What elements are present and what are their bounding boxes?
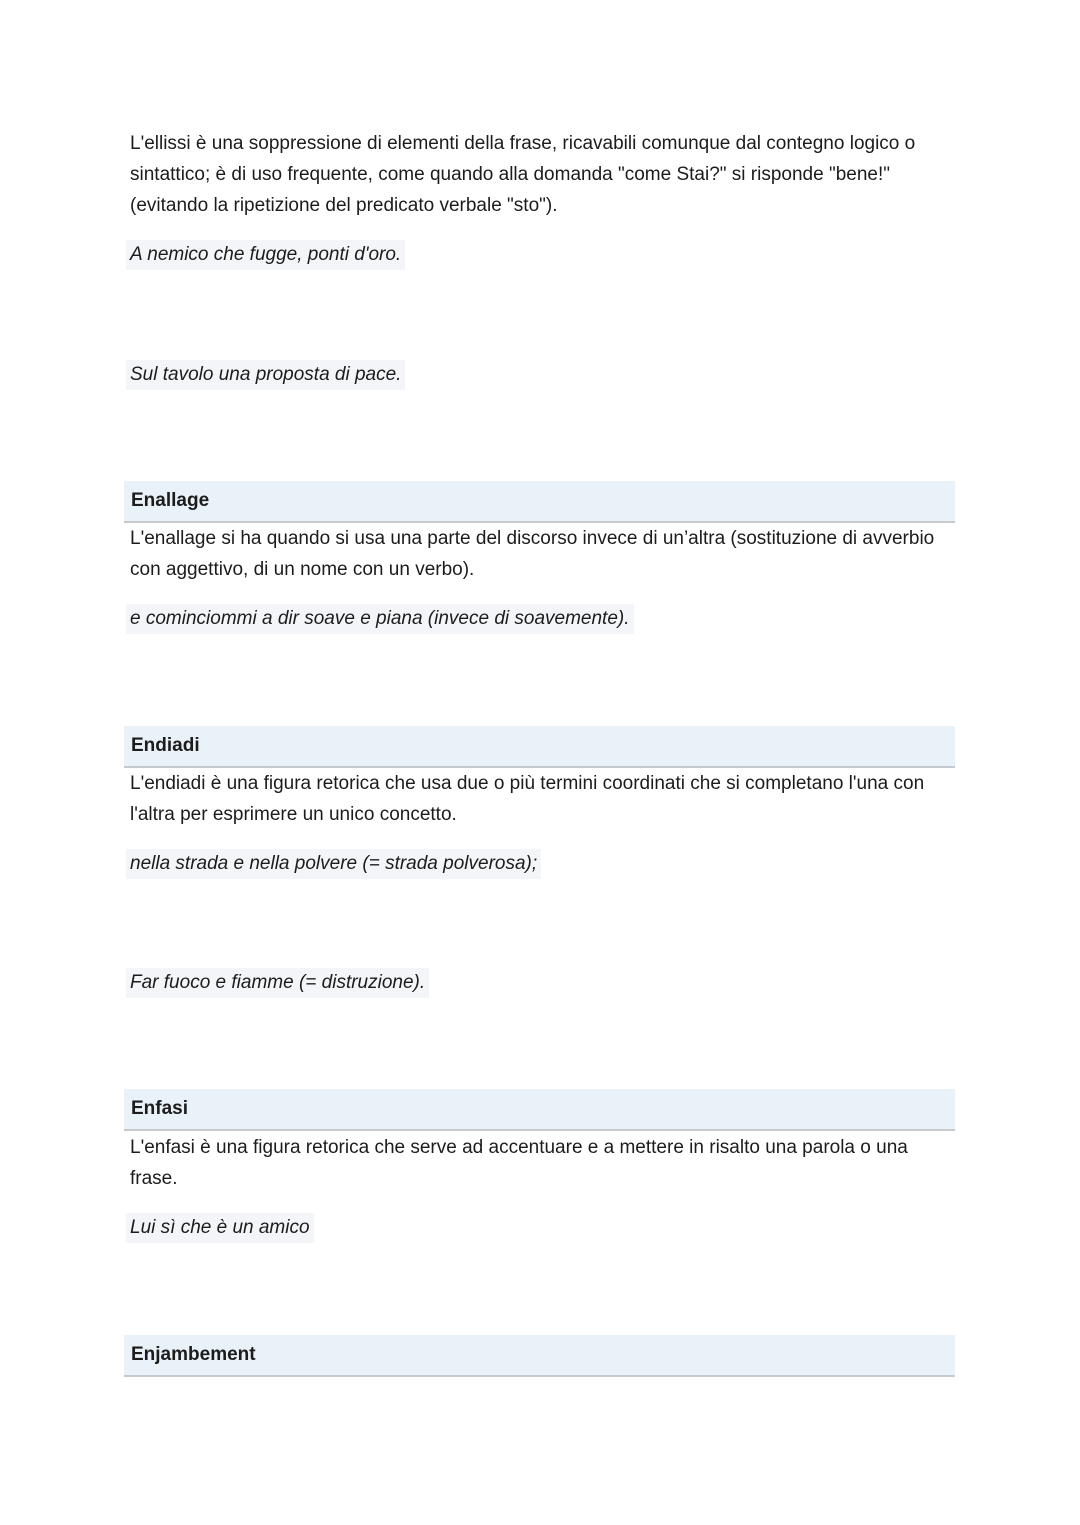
section-title: Enjambement: [131, 1344, 256, 1365]
enallage-definition: L'enallage si ha quando si usa una parte del discorso invece di un’altra (sostituzione di avverbio con aggettivo, di un nome con un verbo).: [130, 528, 935, 580]
ellissi-definition: L'ellissi è una soppressione di elementi della frase, ricavabili comunque dal contegno logico o sintattico; è di uso frequente, come quando alla domanda "come Stai?" si risponde "bene!" (evitando la ripetizione del predicato verbale "sto").: [130, 133, 916, 216]
section-heading-enjambement: [124, 1335, 955, 1377]
ellissi-example-1: A nemico che fugge, ponti d'oro.: [126, 240, 405, 270]
section-title: Enfasi: [131, 1098, 189, 1119]
endiadi-definition: L'endiadi è una figura retorica che usa due o più termini coordinati che si completano l'una con l'altra per esprimere un unico concetto.: [130, 773, 925, 825]
endiadi-example-1: nella strada e nella polvere (= strada polverosa);: [126, 849, 541, 879]
enfasi-example-1: Lui sì che è un amico: [126, 1213, 314, 1243]
enallage-example-1: e cominciommi a dir soave e piana (invece di soavemente).: [126, 604, 634, 634]
section-title: Enallage: [131, 490, 210, 511]
ellissi-example-2: Sul tavolo una proposta di pace.: [126, 360, 405, 390]
section-heading-endiadi: [124, 726, 955, 768]
endiadi-example-2: Far fuoco e fiamme (= distruzione).: [126, 968, 429, 998]
section-heading-enfasi: [124, 1089, 955, 1131]
section-title: Endiadi: [131, 735, 200, 756]
enfasi-definition: L'enfasi è una figura retorica che serve ad accentuare e a mettere in risalto una parola o una frase.: [130, 1137, 908, 1189]
section-heading-enallage: [124, 481, 955, 523]
